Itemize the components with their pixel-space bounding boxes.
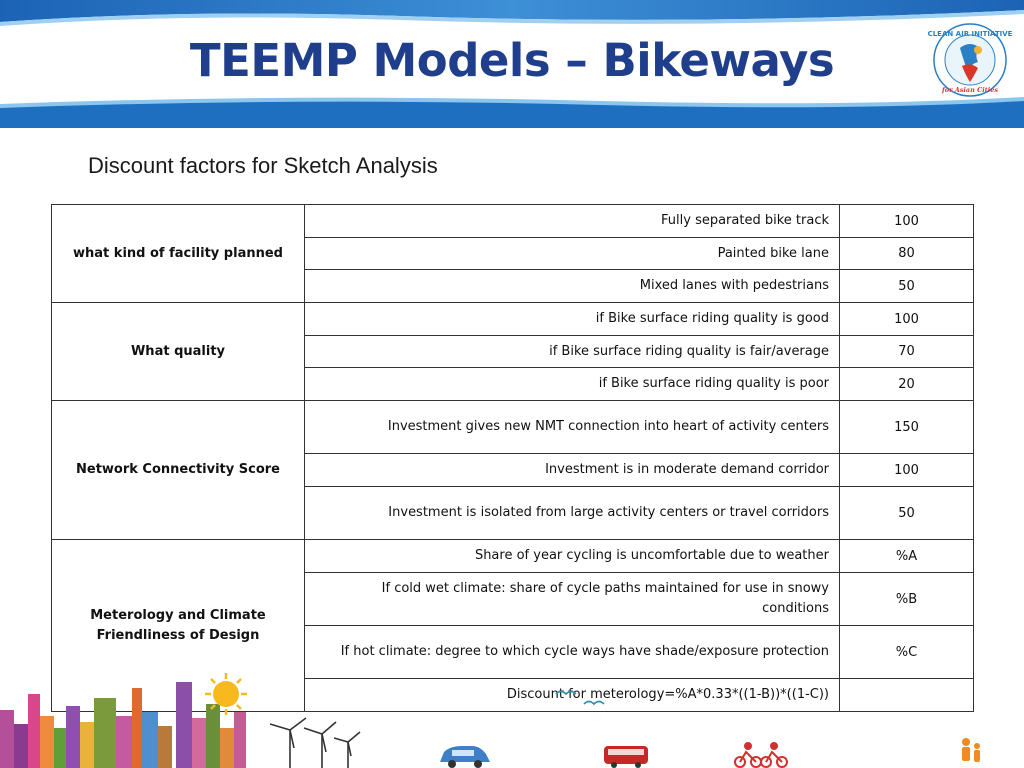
row-description: Investment is isolated from large activity centers or travel corridors bbox=[305, 487, 840, 540]
table-row bbox=[52, 401, 974, 454]
row-value: 50 bbox=[840, 487, 974, 540]
row-value: %C bbox=[840, 626, 974, 679]
logo-text-bottom: for Asian Cities bbox=[941, 86, 999, 94]
row-description: Investment is in moderate demand corridor bbox=[305, 454, 840, 487]
row-description: If cold wet climate: share of cycle paths maintained for use in snowy conditions bbox=[305, 573, 840, 626]
row-description: if Bike surface riding quality is fair/average bbox=[305, 336, 840, 368]
row-value: %A bbox=[840, 540, 974, 573]
row-description: Mixed lanes with pedestrians bbox=[305, 270, 840, 303]
category-meterology-climate: Meterology and Climate Friendliness of Design bbox=[52, 540, 305, 712]
row-value: 50 bbox=[840, 270, 974, 303]
bus-icon bbox=[604, 746, 648, 768]
cyclists-icon bbox=[735, 743, 787, 767]
row-description: Investment gives new NMT connection into heart of activity centers bbox=[305, 401, 840, 454]
row-description: Share of year cycling is uncomfortable due to weather bbox=[305, 540, 840, 573]
table-row bbox=[52, 205, 974, 238]
slide-subtitle: Discount factors for Sketch Analysis bbox=[88, 153, 438, 178]
row-description: If hot climate: degree to which cycle ways have shade/exposure protection bbox=[305, 626, 840, 679]
category-facility-type: what kind of facility planned bbox=[52, 205, 305, 303]
logo-text-top: CLEAN AIR INITIATIVE bbox=[927, 30, 1013, 38]
row-value: 150 bbox=[840, 401, 974, 454]
table-row bbox=[52, 303, 974, 336]
discount-factors-table bbox=[51, 204, 974, 712]
row-description: if Bike surface riding quality is poor bbox=[305, 368, 840, 401]
row-description: Painted bike lane bbox=[305, 238, 840, 270]
row-value bbox=[840, 679, 974, 712]
row-value: 100 bbox=[840, 454, 974, 487]
row-value: 70 bbox=[840, 336, 974, 368]
pedestrians-icon bbox=[962, 738, 980, 762]
table-row bbox=[52, 540, 974, 573]
wind-turbine-icon bbox=[270, 718, 360, 768]
row-value: 80 bbox=[840, 238, 974, 270]
row-value: 100 bbox=[840, 303, 974, 336]
slide-header bbox=[0, 0, 1024, 128]
car-icon bbox=[440, 746, 490, 768]
row-value: %B bbox=[840, 573, 974, 626]
row-description: Discount for meterology=%A*0.33*((1-B))*((1-C)) bbox=[305, 679, 840, 712]
row-value: 100 bbox=[840, 205, 974, 238]
row-value: 20 bbox=[840, 368, 974, 401]
row-description: if Bike surface riding quality is good bbox=[305, 303, 840, 336]
row-description: Fully separated bike track bbox=[305, 205, 840, 238]
slide-title: TEEMP Models – Bikeways bbox=[189, 34, 835, 87]
category-quality: What quality bbox=[52, 303, 305, 401]
category-network-connectivity: Network Connectivity Score bbox=[52, 401, 305, 540]
clean-air-initiative-logo bbox=[927, 22, 1013, 98]
